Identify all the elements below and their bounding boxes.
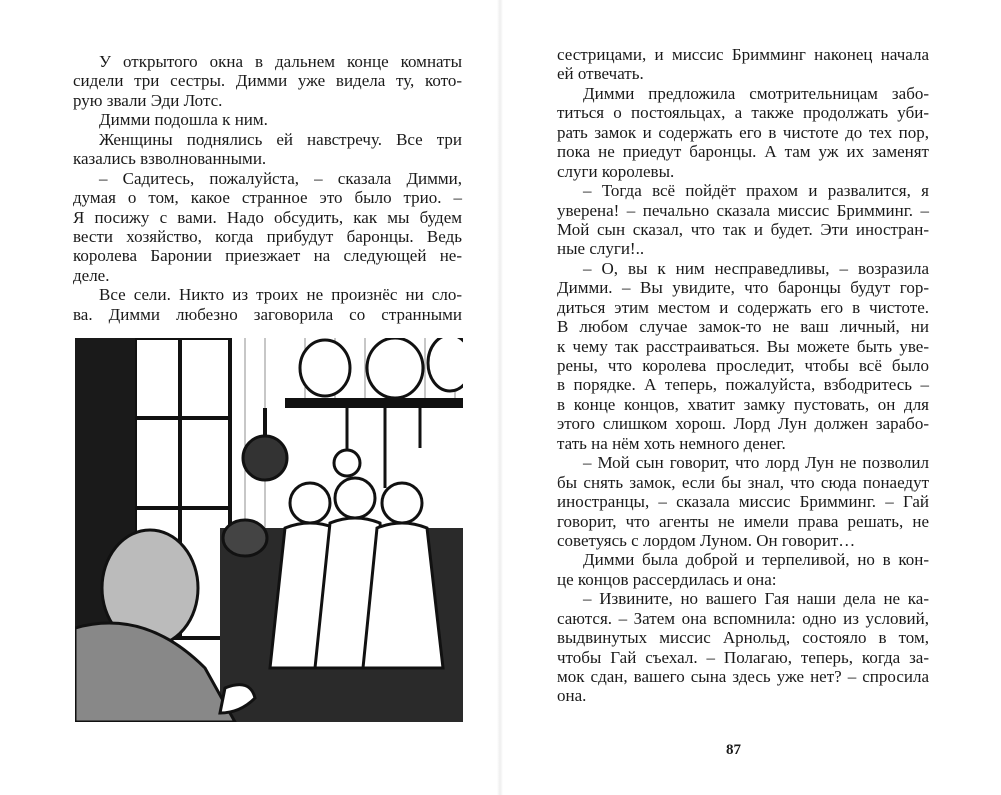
text-line: саются. – Затем она вспомнила: одно из условий, bbox=[557, 608, 929, 628]
text-line: чтобы Гай съехал. – Полагаю, теперь, когда за- bbox=[557, 647, 929, 667]
text-line: Женщины поднялись ей навстречу. Все три bbox=[99, 129, 462, 149]
text-line: сидели три сестры. Димми уже видела ту, кото- bbox=[73, 71, 462, 91]
text-line: в порядке. А теперь, пожалуйста, взбодритесь – bbox=[557, 375, 929, 395]
text-line: пока не приедут баронцы. А там уж их заменят bbox=[557, 142, 929, 162]
text-line: рую звали Эди Лотс. bbox=[73, 90, 223, 110]
text-line: ва. Димми любезно заговорила со странными bbox=[73, 304, 462, 324]
text-line: – Тогда всё пойдёт прахом и развалится, я bbox=[583, 181, 929, 201]
text-line: ей отвечать. bbox=[557, 64, 644, 84]
text-line: диться этим местом и содержать его в чистоте. bbox=[557, 297, 929, 317]
paragraph bbox=[557, 181, 929, 259]
text-line: – Извините, но вашего Гая наши дела не ка- bbox=[583, 589, 929, 609]
paragraph bbox=[557, 84, 929, 181]
text-line: слуги королевы. bbox=[557, 161, 675, 181]
text-line: В любом случае замок-то не ваш личный, ни bbox=[557, 317, 929, 337]
paragraph bbox=[73, 130, 462, 169]
text-line: бы снять замок, если бы знал, что сюда понаедут bbox=[557, 472, 929, 492]
text-line: – О, вы к ним несправедливы, – возразила bbox=[583, 258, 929, 278]
text-line: У открытого окна в дальнем конце комнаты bbox=[99, 52, 462, 71]
paragraph bbox=[557, 589, 929, 706]
text-line: говорит, что агенты не имели права решать, не bbox=[557, 511, 929, 531]
text-line: вести хозяйство, когда прибудут баронцы. Ведь bbox=[73, 226, 462, 246]
left-text-column bbox=[73, 52, 462, 324]
text-line: она. bbox=[557, 686, 587, 706]
paragraph bbox=[557, 453, 929, 550]
left-page bbox=[0, 0, 500, 795]
text-line: Димми подошла к ним. bbox=[99, 110, 268, 130]
text-line: в конце концов, хватит замку пустовать, он для bbox=[557, 394, 929, 414]
paragraph bbox=[557, 45, 929, 84]
text-line: Димми. – Вы увидите, что баронцы будут гор- bbox=[557, 278, 929, 298]
text-line: королева Баронии приезжает на следующей не- bbox=[73, 246, 462, 266]
paragraph bbox=[557, 550, 929, 589]
text-line: титься о постояльцах, а также продолжать уби- bbox=[557, 103, 929, 123]
text-line: Я посижу с вами. Надо обсудить, как мы будем bbox=[73, 207, 462, 227]
text-line: Димми была доброй и терпеливой, но в кон- bbox=[583, 550, 929, 570]
text-line: Все сели. Никто из троих не произнёс ни сло- bbox=[99, 285, 462, 305]
page-number: 87 bbox=[726, 742, 741, 758]
paragraph bbox=[557, 259, 929, 453]
paragraph bbox=[73, 285, 462, 324]
text-line: Мой сын сказал, что так и будет. Эти иностран- bbox=[557, 219, 929, 239]
paragraph bbox=[73, 169, 462, 286]
text-line: мок сдан, вашего сына здесь уже нет? – спросила bbox=[557, 667, 929, 686]
text-line: – Мой сын говорит, что лорд Лун не позволил bbox=[583, 453, 929, 473]
text-line: к чему так расстраиваться. Вы можете быть уве- bbox=[557, 336, 929, 356]
text-line: – Садитесь, пожалуйста, – сказала Димми, bbox=[99, 168, 462, 188]
text-line: тать на нём хоть немного денег. bbox=[557, 433, 786, 453]
paragraph bbox=[73, 52, 462, 110]
illustration-three-sisters-kitchen bbox=[75, 338, 463, 722]
text-line: рены, что королева проследит, чтобы всё было bbox=[557, 356, 929, 375]
paragraph bbox=[73, 110, 462, 129]
right-page bbox=[500, 0, 1001, 795]
text-line: Димми предложила смотрительницам забо- bbox=[583, 83, 929, 103]
text-line: уверена! – печально сказала миссис Бримминг. – bbox=[557, 200, 929, 220]
text-line: выдвинутых миссис Арнольд, состояло в том, bbox=[557, 628, 929, 648]
text-line: це концов рассердилась и она: bbox=[557, 569, 777, 589]
text-line: иностранцы, – сказала миссис Бримминг. – Гай bbox=[557, 492, 929, 512]
text-line: этого слишком хорош. Лорд Лун должен зарабо- bbox=[557, 414, 929, 434]
text-line: думая о том, какое странное это было трио. – bbox=[73, 188, 462, 208]
text-line: советуясь с лордом Луном. Он говорит… bbox=[557, 530, 856, 550]
right-text-column bbox=[557, 45, 929, 706]
text-line: ные слуги!.. bbox=[557, 239, 645, 259]
text-line: деле. bbox=[73, 265, 110, 285]
text-line: сестрицами, и миссис Бримминг наконец начала bbox=[557, 45, 929, 64]
text-line: казались взволнованными. bbox=[73, 149, 267, 169]
text-line: рать замок и содержать его в чистоте до тех пор, bbox=[557, 122, 929, 142]
